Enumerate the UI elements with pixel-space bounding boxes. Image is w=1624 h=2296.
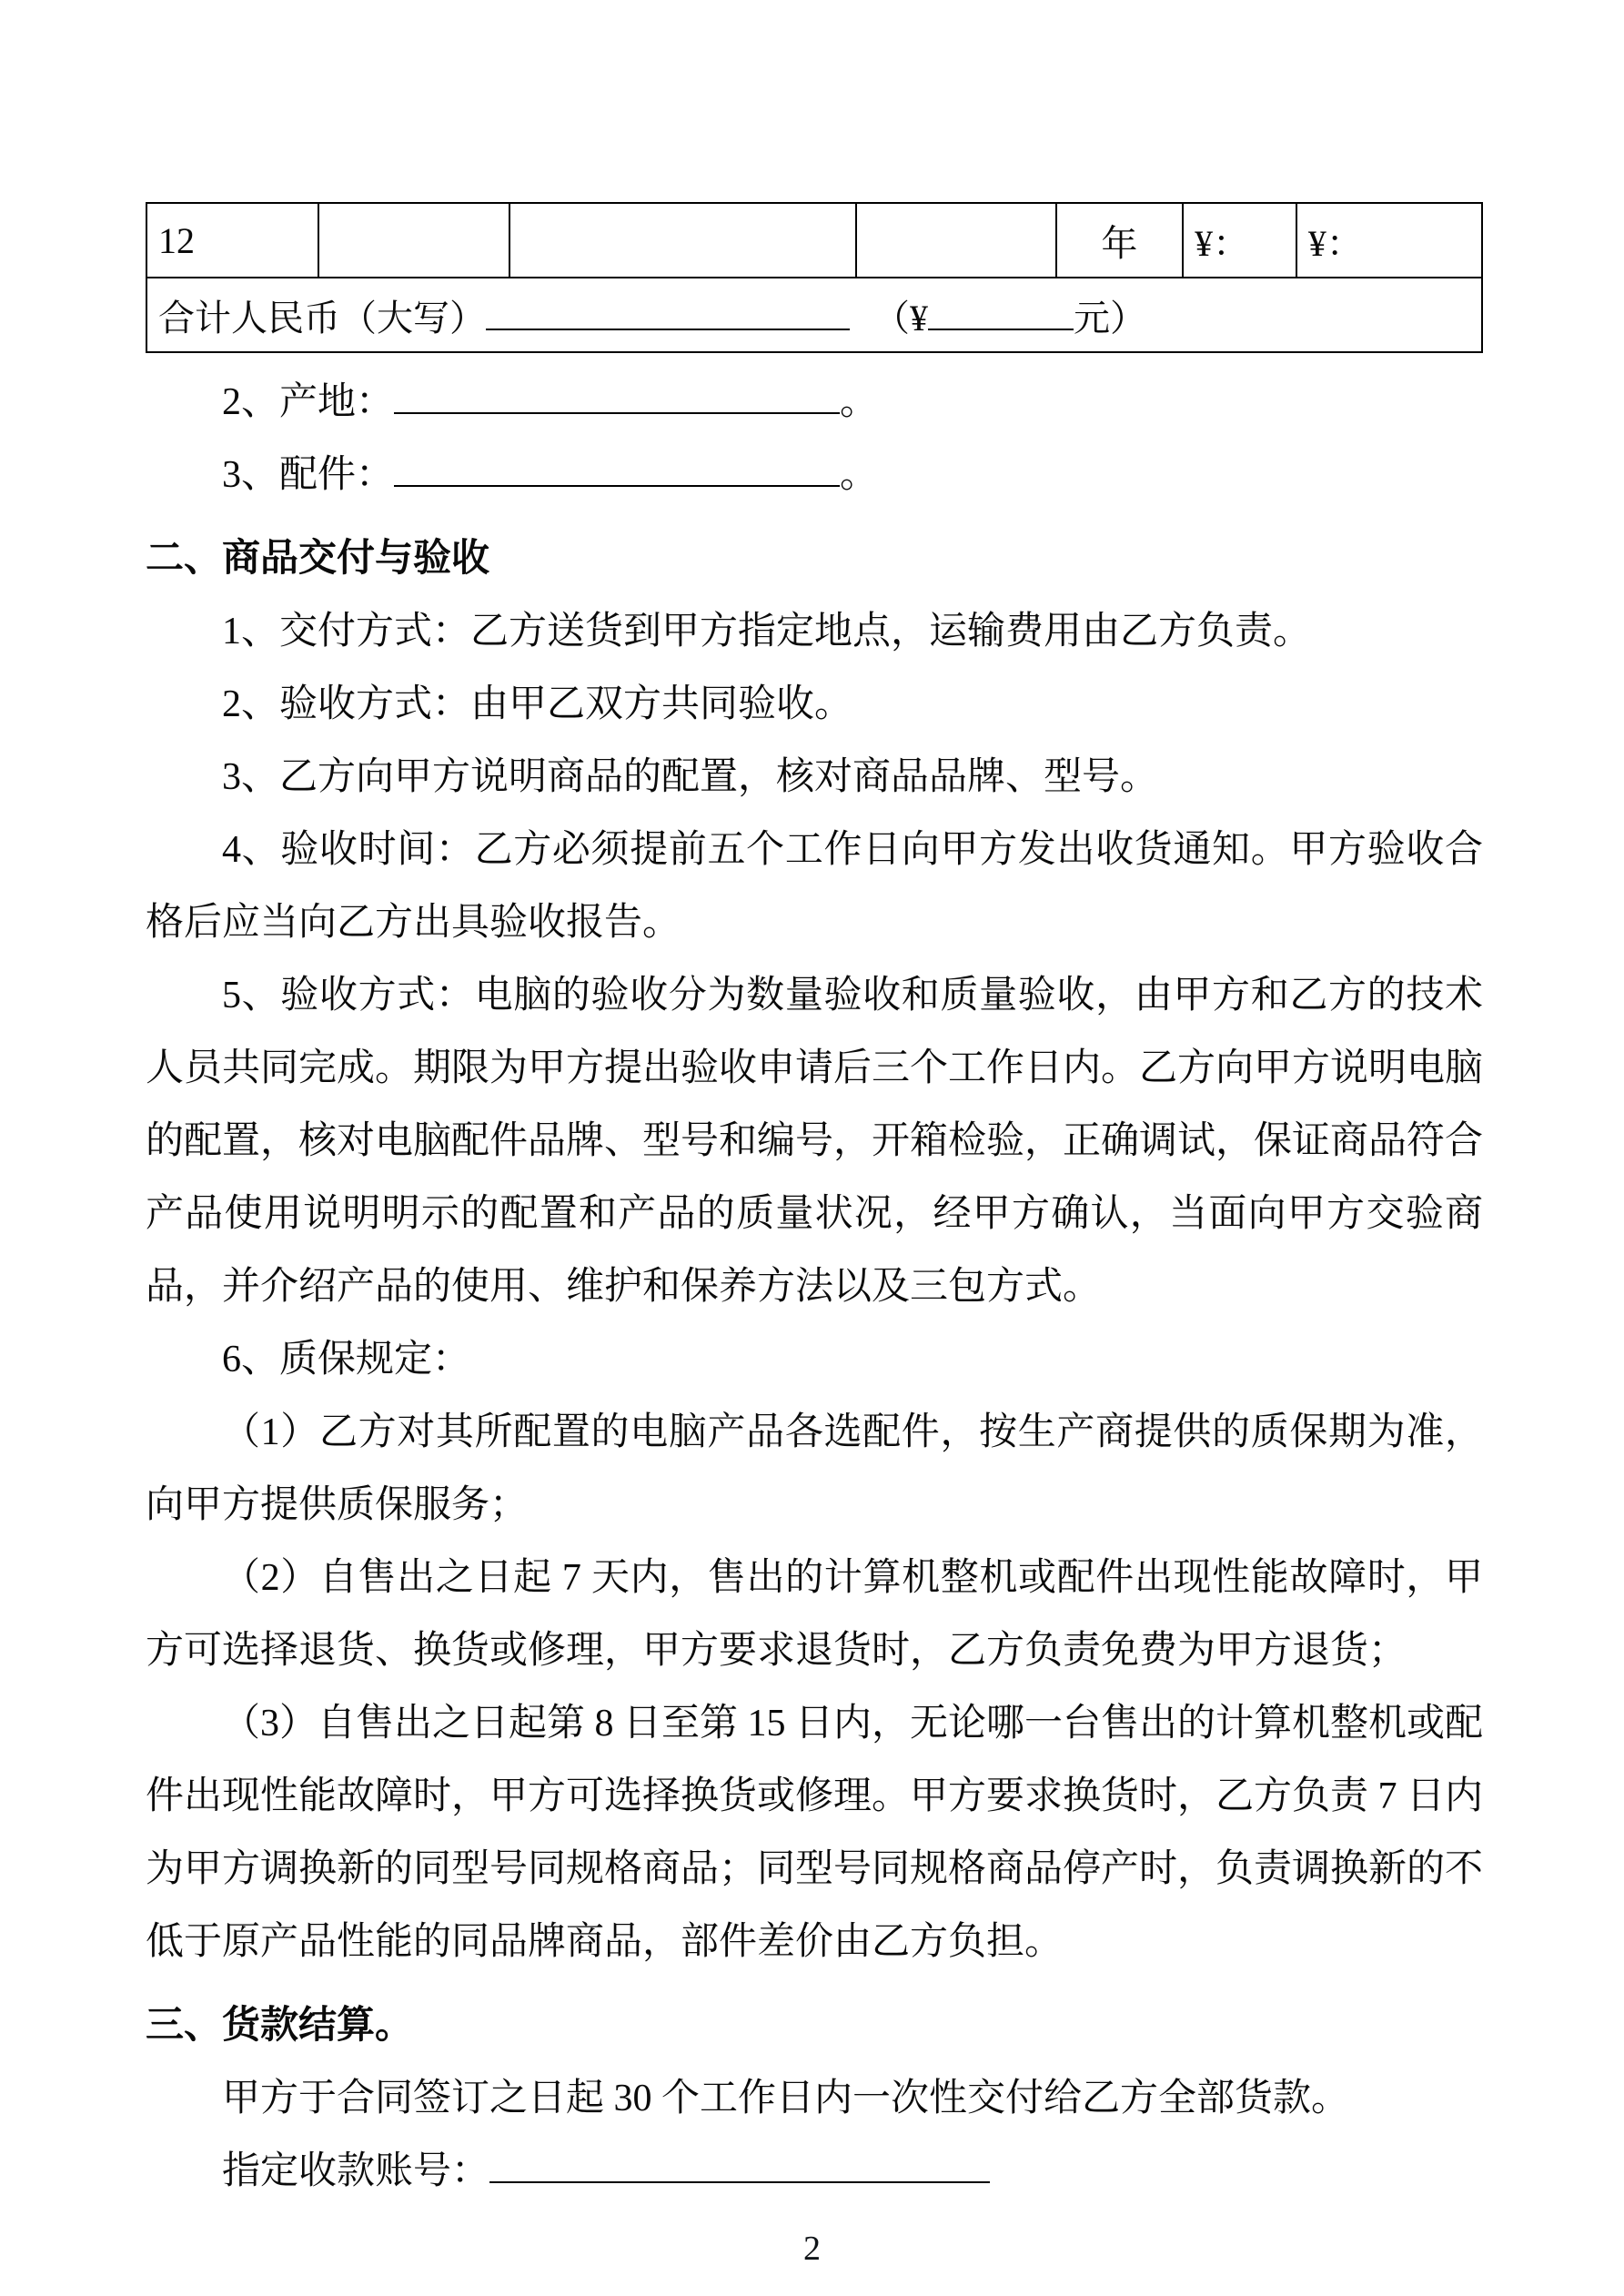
payment-account-line [146,2135,1483,2208]
clause-warranty-item-3: （3）自售出之日起第 8 日至第 15 日内，无论哪一台售出的计算机整机或配件出现性能故障时，甲方可选择换货或修理。甲方要求换货时，乙方负责 7 日内为甲方调换新的同型号同规格商品；同型号同规格商品停产时，负责调换新的不低于原产品性能的同品牌商品，部件差价由乙方负担。 [146,1703,1484,1963]
clause-payment-terms: 甲方于合同签订之日起 30 个工作日内一次性交付给乙方全部货款。 [222,2078,1350,2119]
cell-empty-3 [856,203,1056,278]
accessories-blank-line [394,450,840,487]
cell-row-index: 12 [146,203,318,278]
price-table [146,202,1483,353]
origin-blank-line [394,378,840,414]
section-heading-delivery-acceptance: 二、商品交付与验收 [146,538,490,580]
clause-acceptance-detail: 5、验收方式：电脑的验收分为数量验收和质量验收，由甲方和乙方的技术人员共同完成。期限为甲方提出验收申请后三个工作日内。乙方向甲方说明电脑的配置，核对电脑配件品牌、型号和编号，开箱检验，正确调试，保证商品符合产品使用说明明示的配置和产品的质量状况，经甲方确认，当面向甲方交验商品，并介绍产品的使用、维护和保养方法以及三包方式。 [146,975,1484,1308]
cell-empty-1 [318,203,509,278]
payment-account-label: 指定收款账号： [222,2150,490,2192]
accessories-field-line [146,439,1483,511]
total-amount-blank-line [486,296,850,330]
clause-acceptance-time: 4、验收时间：乙方必须提前五个工作日向甲方发出收货通知。甲方验收合格后应当向乙方出具验收报告。 [146,829,1483,944]
clause-delivery-method: 1、交付方式：乙方送货到甲方指定地点，运输费用由乙方负责。 [222,611,1312,652]
table-row-total [146,278,1482,352]
section-heading-payment: 三、货款结算。 [146,2005,414,2047]
amount-paren-close: 元） [1074,297,1146,339]
amount-numeric-blank-line [928,296,1074,330]
payment-account-blank-line [489,2147,990,2183]
clause-warranty-heading: 6、质保规定： [222,1339,471,1381]
clause-configuration-check: 3、乙方向甲方说明商品的配置，核对商品品牌、型号。 [222,756,1159,798]
cell-unit-price: ¥： [1183,203,1296,278]
page-number: 2 [803,2230,821,2268]
table-row-item-12 [146,203,1482,278]
cell-empty-2 [509,203,855,278]
cell-year: 年 [1056,203,1183,278]
origin-period: 。 [840,381,879,423]
accessories-label: 3、配件： [222,454,395,496]
clause-warranty-item-1: （1）乙方对其所配置的电脑产品各选配件，按生产商提供的质保期为准，向甲方提供质保服务； [146,1411,1483,1526]
accessories-period: 。 [840,454,879,496]
document-content [146,202,1483,2208]
clause-warranty-item-2: （2）自售出之日起 7 天内，售出的计算机整机或配件出现性能故障时，甲方可选择退货、换货或修理，甲方要求退货时，乙方负责免费为甲方退货； [146,1557,1483,1672]
origin-label: 2、产地： [222,381,395,423]
cell-total-price: ¥： [1296,203,1482,278]
origin-field-line [146,366,1483,439]
amount-paren-open: （¥ [873,297,928,339]
total-amount-label: 合计人民币（大写） [158,297,486,339]
cell-grand-total [146,278,1482,352]
clause-acceptance-method: 2、验收方式：由甲乙双方共同验收。 [222,683,853,725]
